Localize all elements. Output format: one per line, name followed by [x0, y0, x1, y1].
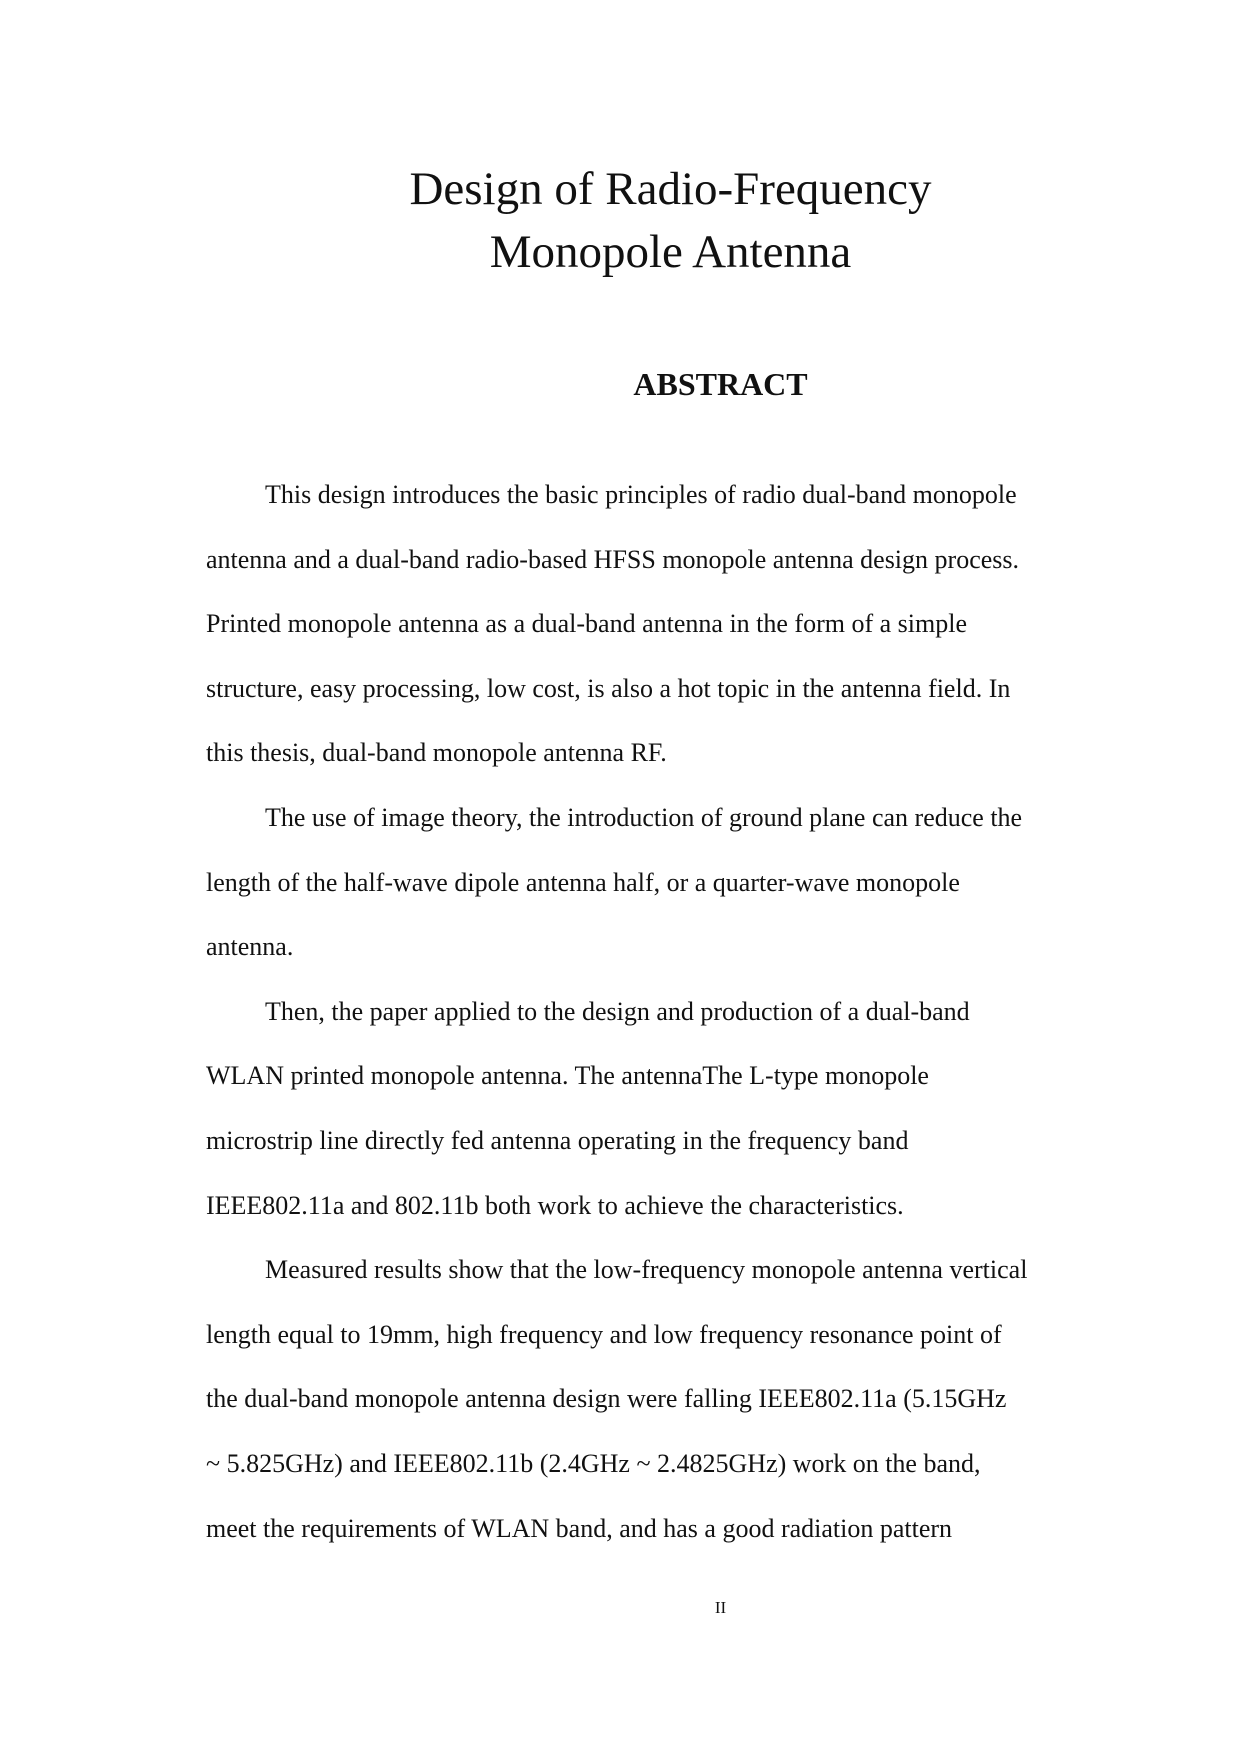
abstract-paragraph-1: This design introduces the basic principles of radio dual-band monopole antenna and a dual-band radio-based HFSS monopole antenna design process. Printed monopole antenna as a dual-band antenna in the form of a simple structure, easy processing, low cost, is also a hot topic in the antenna field. In this thesis, dual-band monopole antenna RF. — [206, 480, 1020, 768]
abstract-paragraph-4: Measured results show that the low-frequency monopole antenna vertical length equal to 19mm, high frequency and low frequency resonance point of the dual-band monopole antenna design were falling IEEE802.11a (5.15GHz ~ 5.825GHz) and IEEE802.11b (2.4GHz ~ 2.4825GHz) work on the band, meet the requirements of WLAN band, and has a good radiation pattern — [206, 1255, 1028, 1543]
title-line-1: Design of Radio-Frequency — [409, 163, 932, 215]
abstract-heading: ABSTRACT — [633, 366, 808, 402]
document-title — [0, 158, 1241, 284]
page-number: II — [714, 1598, 727, 1617]
abstract-body — [206, 463, 1121, 1561]
title-line-2: Monopole Antenna — [489, 226, 852, 278]
abstract-paragraph-2: The use of image theory, the introduction of ground plane can reduce the length of the half-wave dipole antenna half, or a quarter-wave monopole antenna. — [206, 802, 1023, 962]
abstract-paragraph-3: Then, the paper applied to the design and production of a dual-band WLAN printed monopole antenna. The antennaThe L-type monopole microstrip line directly fed antenna operating in the frequency band IEEE802.11a and 802.11b both work to achieve the characteristics. — [206, 996, 970, 1220]
